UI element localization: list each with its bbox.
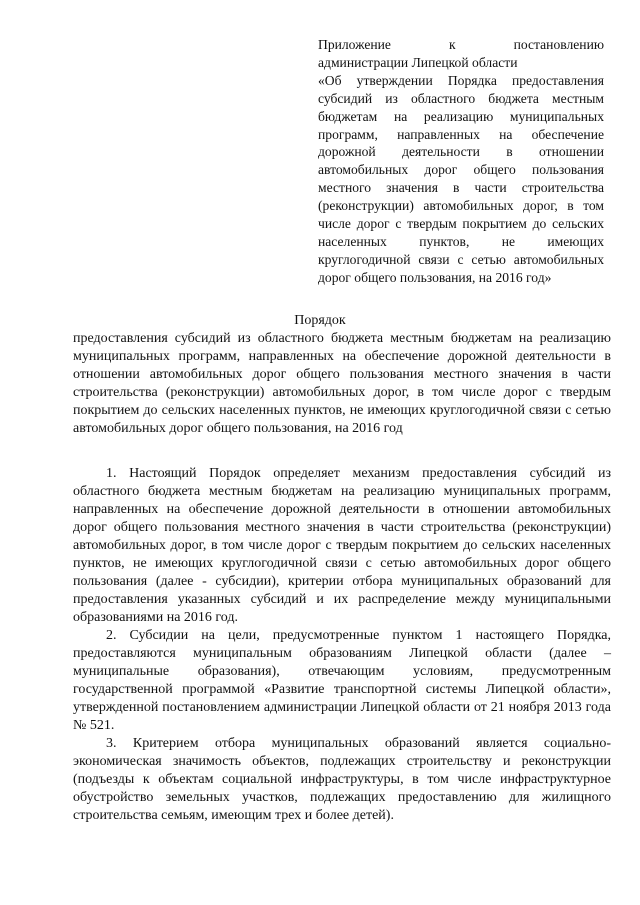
paragraph-1: 1. Настоящий Порядок определяет механизм предоставления субсидий из областного бюджета местным бюджетам на реализацию муниципальных программ, направленных на обеспечение дорожной деятельности в отношении автомобильных дорог общего пользования местного значения в части строительства (реконструкции) автомобильных дорог, в том числе дорог с твердым покрытием до сельских населенных пунктов, не имеющих круглогодичной связи с сетью автомобильных дорог общего пользования (далее - субсидии), критерии отбора муниципальных образований для предоставления указанных субсидий и их распределение между муниципальными образованиями на 2016 год. <box>73 466 611 625</box>
document-title: Порядок <box>294 313 346 328</box>
appendix-header <box>318 36 604 287</box>
document-body <box>73 465 611 825</box>
paragraph-3: 3. Критерием отбора муниципальных образований является социально-экономическая значимость объектов, подлежащих строительству и реконструкции (подъезды к объектам социальной инфраструктуры, в том числе инфраструктурное обустройство земельных участков, подлежащих предоставлению для жилищного строительства семьям, имеющим трех и более детей). <box>73 736 611 823</box>
paragraph-2: 2. Субсидии на цели, предусмотренные пунктом 1 настоящего Порядка, предоставляются муниципальным образованиям Липецкой области (далее – муниципальные образования), отвечающим условиям, предусмотренным государственной программой «Развитие транспортной системы Липецкой области», утвержденной постановлением администрации Липецкой области от 21 ноября 2013 года № 521. <box>73 628 611 733</box>
document-subtitle: предоставления субсидий из областного бюджета местным бюджетам на реализацию муниципальных программ, направленных на обеспечение дорожной деятельности в отношении автомобильных дорог общего пользования местного значения в части строительства (реконструкции) автомобильных дорог, в том числе дорог с твердым покрытием до сельских населенных пунктов, не имеющих круглогодичной связи с сетью автомобильных дорог общего пользования, на 2016 год <box>73 331 611 436</box>
appendix-subject: «Об утверждении Порядка предоставления субсидий из областного бюджета местным бюджетам на реализацию муниципальных программ, направленных на обеспечение дорожной деятельности в отношении автомобильных дорог общего пользования местного значения в части строительства (реконструкции) автомобильных дорог, в том числе дорог с твердым покрытием до сельских населенных пунктов, не имеющих круглогодичной связи с сетью автомобильных дорог общего пользования, на 2016 год» <box>318 72 604 285</box>
appendix-issuer: администрации Липецкой области <box>318 54 518 70</box>
appendix-heading: Приложение к постановлению <box>318 37 604 52</box>
